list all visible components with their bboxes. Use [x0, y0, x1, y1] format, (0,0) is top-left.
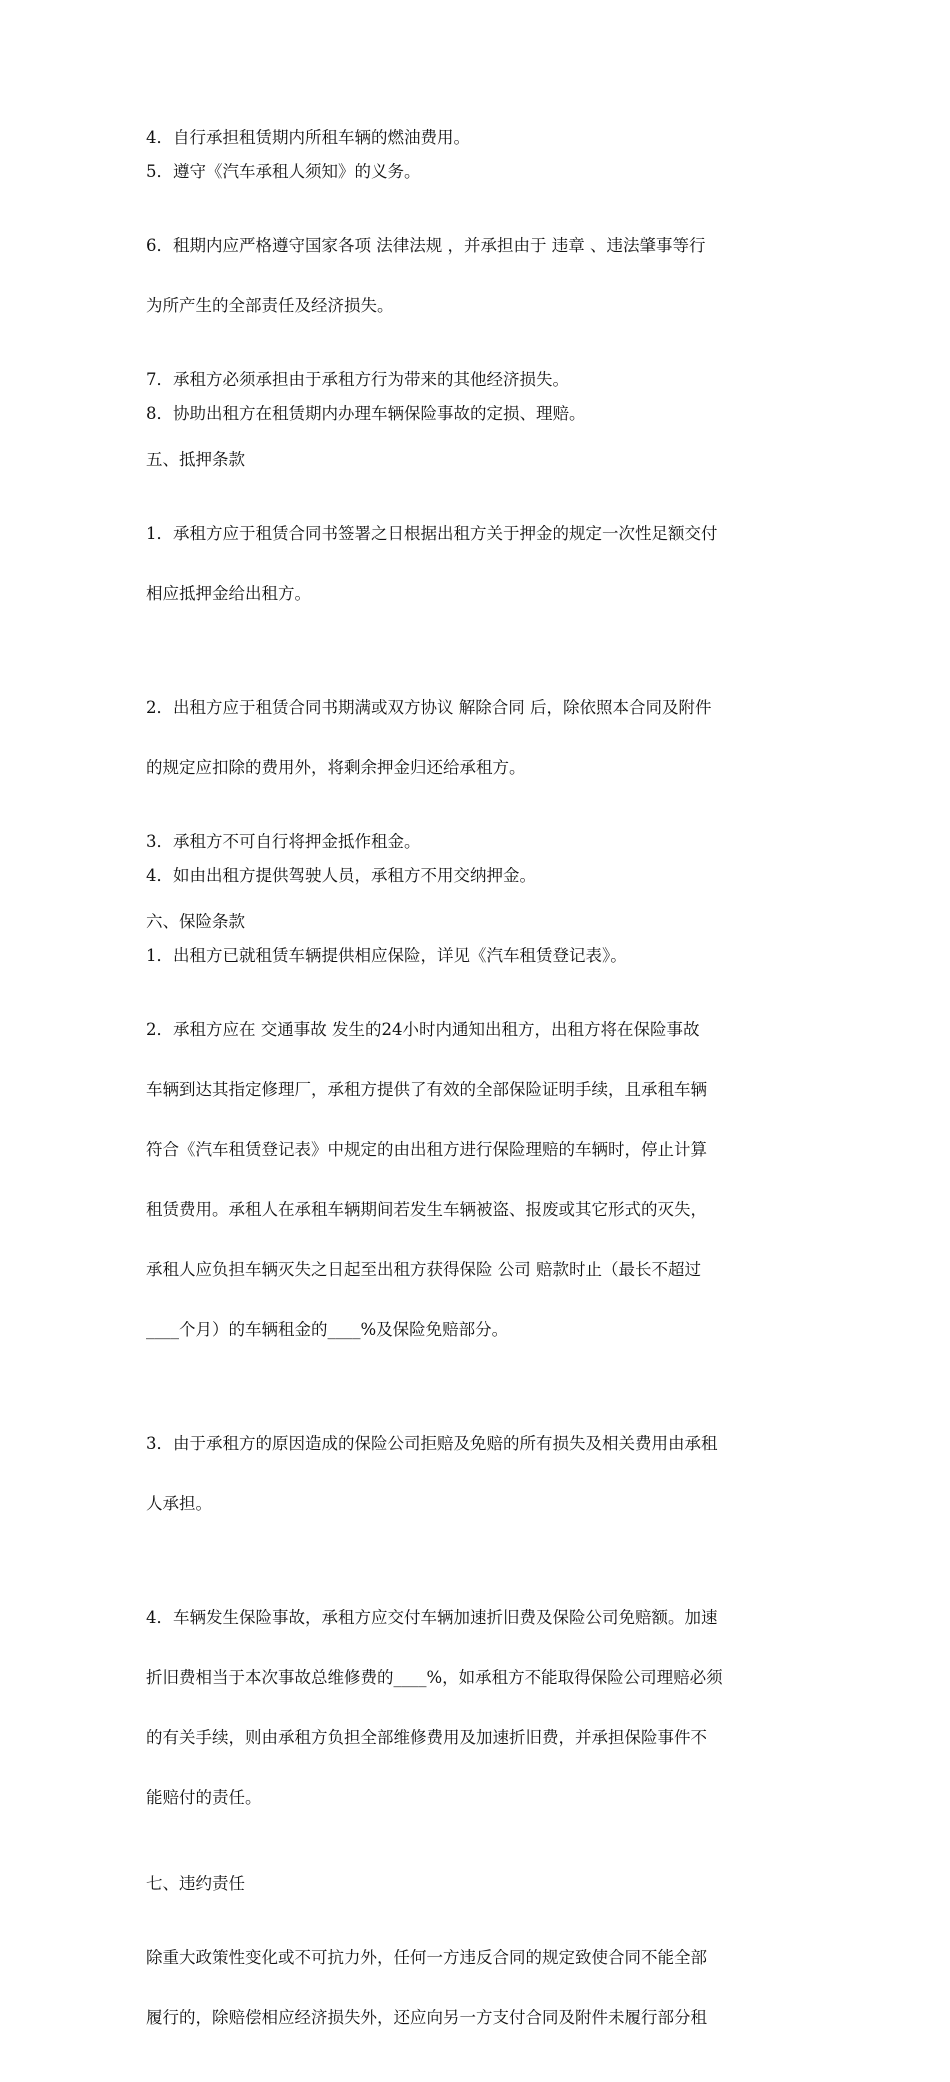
- clause-4-4: 4．自行承担租赁期内所租车辆的燃油费用。: [146, 128, 470, 147]
- text-line: 符合《汽车租赁登记表》中规定的由出租方进行保险理赔的车辆时，停止计算: [146, 1140, 707, 1159]
- text-line: 折旧费相当于本次事故总维修费的____%，如承租方不能取得保险公司理赔必须: [146, 1668, 723, 1687]
- section-6: [146, 912, 812, 1848]
- text-line: 2．承租方应在 交通事故 发生的24小时内通知出租方，出租方将在保险事故: [146, 1020, 700, 1039]
- clause-6-4: [146, 1568, 812, 1848]
- text-line: 承租人应负担车辆灭失之日起至出租方获得保险 公司 赔款时止（最长不超过: [146, 1260, 701, 1279]
- text-line: 2．出租方应于租赁合同书期满或双方协议 解除合同 后，除依照本合同及附件: [146, 698, 712, 717]
- text-line: 除重大政策性变化或不可抗力外，任何一方违反合同的规定致使合同不能全部: [146, 1948, 707, 1967]
- text-line: 能赔付的责任。: [146, 1788, 262, 1807]
- section-7-heading: 七、违约责任: [146, 1874, 245, 1893]
- text-line: 的规定应扣除的费用外，将剩余押金归还给承租方。: [146, 758, 526, 777]
- clause-4-6: [146, 196, 812, 356]
- clause-5-2: [146, 658, 812, 818]
- text-line: 车辆到达其指定修理厂，承租方提供了有效的全部保险证明手续，且承租车辆: [146, 1080, 707, 1099]
- clause-5-3: 3．承租方不可自行将押金抵作租金。: [146, 832, 421, 851]
- text-line: ____个月）的车辆租金的____%及保险免赔部分。: [146, 1320, 509, 1339]
- document-page: [146, 128, 812, 2082]
- clause-5-1: [146, 484, 812, 644]
- clause-4-5: 5．遵守《汽车承租人须知》的义务。: [146, 162, 421, 181]
- text-line: 6．租期内应严格遵守国家各项 法律法规 ，并承担由于 违章 、违法肇事等行: [146, 236, 706, 255]
- section-7: [146, 1874, 812, 2068]
- text-line: 为所产生的全部责任及经济损失。: [146, 296, 394, 315]
- clause-6-1: 1．出租方已就租赁车辆提供相应保险，详见《汽车租赁登记表》。: [146, 946, 627, 965]
- clause-6-3: [146, 1394, 812, 1554]
- text-line: 履行的，除赔偿相应经济损失外，还应向另一方支付合同及附件未履行部分租: [146, 2008, 707, 2027]
- text-line: 租赁费用。承租人在承租车辆期间若发生车辆被盗、报废或其它形式的灭失，: [146, 1200, 707, 1219]
- section-4-items: [146, 128, 812, 424]
- text-line: 相应抵押金给出租方。: [146, 584, 311, 603]
- clause-5-4: 4．如由出租方提供驾驶人员，承租方不用交纳押金。: [146, 866, 536, 885]
- clause-4-7: 7．承租方必须承担由于承租方行为带来的其他经济损失。: [146, 370, 569, 389]
- text-line: 4．车辆发生保险事故，承租方应交付车辆加速折旧费及保险公司免赔额。加速: [146, 1608, 718, 1627]
- clause-7-1: [146, 1908, 812, 2068]
- clause-4-8: 8．协助出租方在租赁期内办理车辆保险事故的定损、理赔。: [146, 404, 586, 423]
- section-5-heading: 五、抵押条款: [146, 450, 245, 469]
- clause-6-2: [146, 980, 812, 1380]
- text-line: 1．承租方应于租赁合同书签署之日根据出租方关于押金的规定一次性足额交付: [146, 524, 718, 543]
- text-line: 3．由于承租方的原因造成的保险公司拒赔及免赔的所有损失及相关费用由承租: [146, 1434, 718, 1453]
- section-5: [146, 450, 812, 886]
- section-6-heading: 六、保险条款: [146, 912, 245, 931]
- text-line: 的有关手续，则由承租方负担全部维修费用及加速折旧费，并承担保险事件不: [146, 1728, 707, 1747]
- text-line: 人承担。: [146, 1494, 212, 1513]
